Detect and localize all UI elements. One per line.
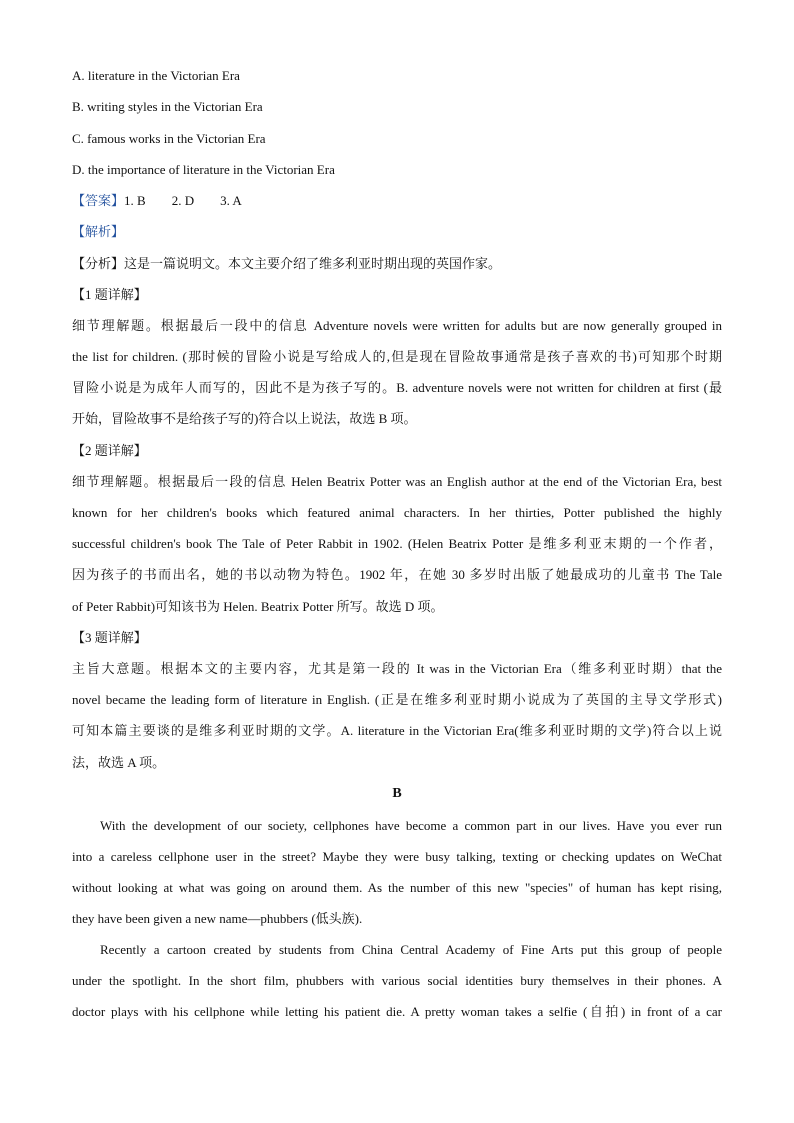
answer-1: 1. B (124, 193, 146, 208)
q3-line: 可知本篇主要谈的是维多利亚时期的文学。A. literature in the Victorian Era(维多利亚时期的文学)符合以上说 (72, 723, 722, 738)
passage-p2-line: doctor plays with his cellphone while letting his patient die. A pretty woman takes a selfie (自拍) in front of a car (72, 1004, 722, 1019)
option-a: A. literature in the Victorian Era (72, 68, 240, 83)
passage-p2-line: Recently a cartoon created by students from China Central Academy of Fine Arts put this group of people (100, 942, 722, 957)
q1-line: 冒险小说是为成年人而写的，因此不是为孩子写的。B. adventure novels were not written for children at first (最 (72, 380, 722, 395)
answer-line (72, 192, 242, 210)
passage-p1-line: into a careless cellphone user in the street? Maybe they were busy talking, texting or checking updates on WeChat (72, 849, 722, 864)
answer-3: 3. A (220, 193, 242, 208)
option-c: C. famous works in the Victorian Era (72, 131, 266, 146)
q2-heading: 【2 题详解】 (72, 443, 147, 458)
q2-line: 细节理解题。根据最后一段的信息 Helen Beatrix Potter was an English author at the end of the Victorian Era, best (72, 474, 722, 489)
q2-line: known for her children's books which featured animal characters. In her thirties, Potter published the highly (72, 505, 722, 520)
passage-p1-line: With the development of our society, cellphones have become a common part in our lives. Have you ever run (100, 818, 722, 833)
q2-line: 因为孩子的书而出名，她的书以动物为特色。1902 年，在她 30 多岁时出版了她最成功的儿童书 The Tale (72, 567, 722, 582)
passage-p1-line: they have been given a new name—phubbers (低头族). (72, 911, 363, 926)
fenxi-text: 这是一篇说明文。本文主要介绍了维多利亚时期出现的英国作家。 (124, 256, 502, 271)
q1-line: 细节理解题。根据最后一段中的信息 Adventure novels were written for adults but are now generally grouped in (72, 318, 722, 333)
fenxi-label: 【分析】 (72, 256, 125, 271)
q1-line: 开始，冒险故事不是给孩子写的)符合以上说法，故选 B 项。 (72, 411, 417, 426)
passage-p1-line: without looking at what was going on around them. As the number of this new "species" of human has kept rising, (72, 880, 722, 895)
answer-label: 【答案】 (72, 193, 125, 208)
q3-line: 主旨大意题。根据本文的主要内容，尤其是第一段的 It was in the Victorian Era（维多利亚时期）that the (72, 661, 722, 676)
option-b: B. writing styles in the Victorian Era (72, 99, 263, 114)
fenxi-line (72, 255, 501, 273)
q2-line: successful children's book The Tale of Peter Rabbit in 1902. (Helen Beatrix Potter 是维多利亚末期的一个作者， (72, 536, 722, 551)
q1-line: the list for children. (那时候的冒险小说是写给成人的,但是现在冒险故事通常是孩子喜欢的书)可知那个时期 (72, 349, 722, 364)
section-b-heading: B (392, 786, 402, 801)
q3-heading: 【3 题详解】 (72, 630, 147, 645)
q2-line: of Peter Rabbit)可知该书为 Helen. Beatrix Potter 所写。故选 D 项。 (72, 599, 444, 614)
answer-2: 2. D (171, 193, 195, 208)
passage-p2-line: under the spotlight. In the short film, phubbers with various social identities bury themselves in their phones. A (72, 973, 722, 988)
q1-heading: 【1 题详解】 (72, 287, 147, 302)
option-d: D. the importance of literature in the Victorian Era (72, 162, 335, 177)
analysis-label: 【解析】 (72, 224, 125, 239)
q3-line: 法，故选 A 项。 (72, 755, 166, 770)
q3-line: novel became the leading form of literature in English. (正是在维多利亚时期小说成为了英国的主导文学形式) (72, 692, 722, 707)
